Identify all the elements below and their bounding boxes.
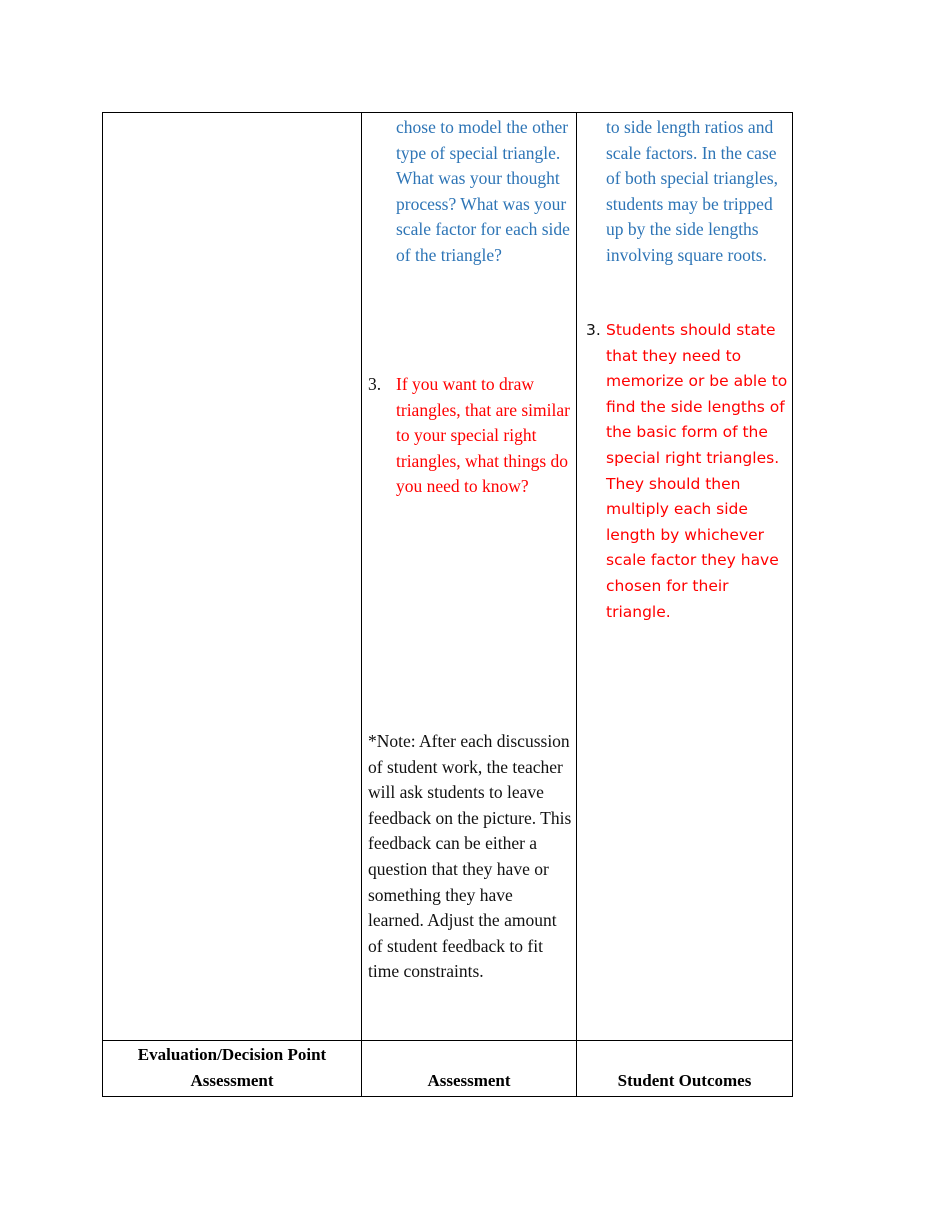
assessment-column-cell — [362, 113, 577, 1041]
header-assessment — [362, 1041, 577, 1097]
header-evaluation-label: Evaluation/Decision Point Assessment — [137, 1045, 327, 1090]
continued-outcome-text: to side length ratios and scale factors. In the case of both special triangles, students may be tripped up by the side lengths involving square roots. — [606, 117, 779, 265]
header-student-outcomes — [577, 1041, 793, 1097]
question-3-text: If you want to draw triangles, that are similar to your special right triangles, what things do you need to know? — [396, 374, 570, 497]
header-student-outcomes-label: Student Outcomes — [617, 1071, 752, 1090]
question-3-number: 3. — [368, 374, 382, 394]
table-body-row — [103, 113, 793, 1041]
table-header-row — [103, 1041, 793, 1097]
outcome-3-text: Students should state that they need to memorize or be able to find the side lengths of the basic form of the special right triangles. They should then multiply each side length by whichever scale factor they have chosen for their triangle. — [606, 321, 788, 621]
continued-question-text: chose to model the other type of special triangle. What was your thought process? What was your scale factor for each side of the triangle? — [396, 117, 570, 265]
header-evaluation — [103, 1041, 362, 1097]
outcomes-column-cell — [577, 113, 793, 1041]
lesson-plan-table — [102, 112, 793, 1097]
teacher-note: *Note: After each discussion of student work, the teacher will ask students to leave feedback on the picture. This feedback can be either a question that they have or something they have learned. Adjust the amount of student feedback to fit time constraints. — [368, 731, 572, 982]
outcome-3-number: 3. — [586, 321, 601, 339]
header-assessment-label: Assessment — [427, 1071, 511, 1090]
evaluation-column-cell — [103, 113, 362, 1041]
